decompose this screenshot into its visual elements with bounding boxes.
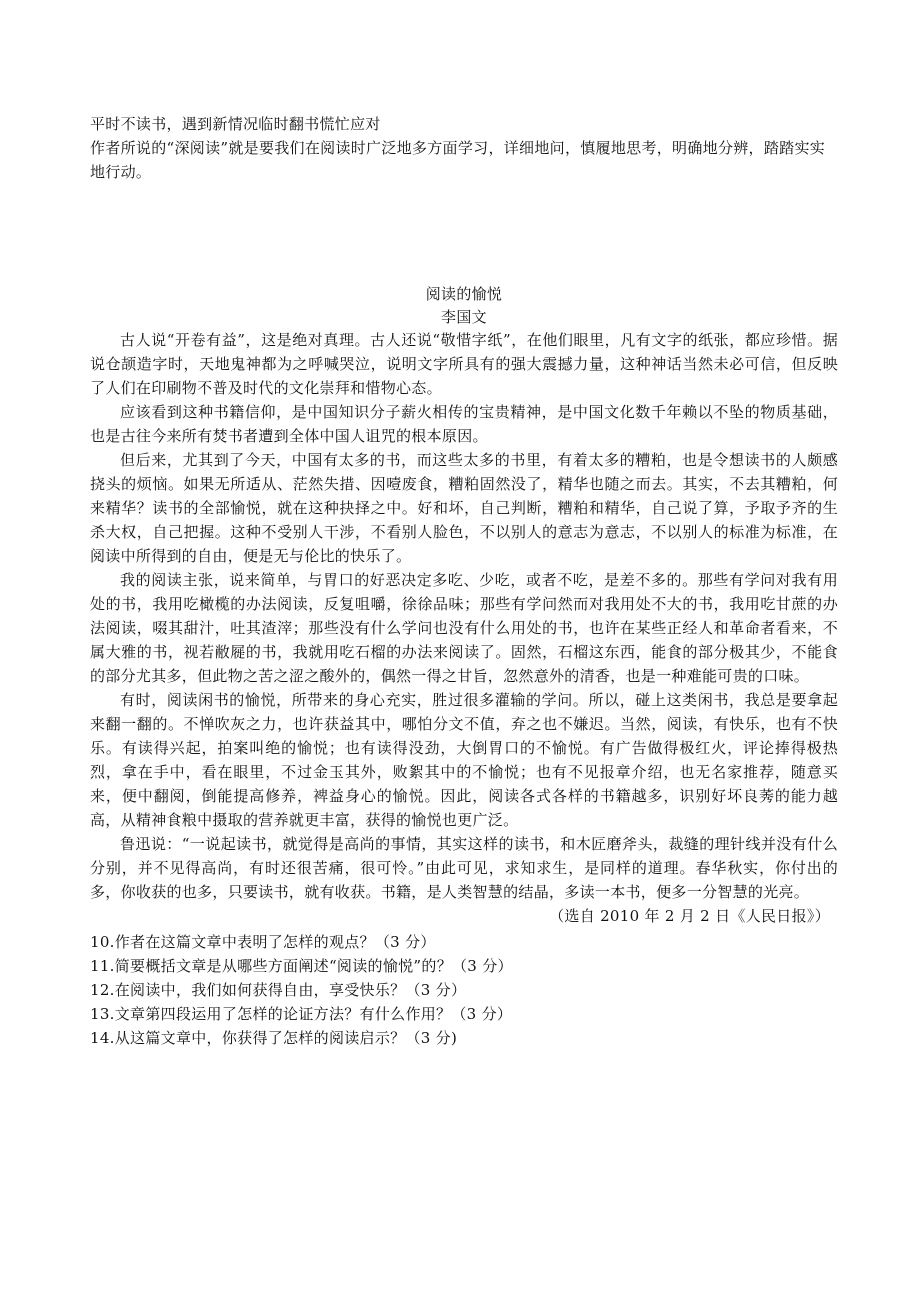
article-author: 李国文	[441, 308, 487, 326]
article-paragraph-3: 但后来，尤其到了今天，中国有太多的书，而这些太多的书里，有着太多的糟粕，也是令想读书的人颇感挠头的烦恼。如果无所适从、茫然失措、因噎废食，糟粕固然没了，精华也随之而去。其实，不去其糟粕，何来精华？读书的全部愉悦，就在这种抉择之中。好和坏，自己判断，糟粕和精华，自己说了算，予取予齐的生杀大权，自己把握。这种不受别人干涉，不看别人脸色，不以别人的意志为意志，不以别人的标准为标准，在阅读中所得到的自由，便是无与伦比的快乐了。	[90, 451, 838, 565]
question-11: 11.简要概括文章是从哪些方面阐述“阅读的愉悦”的？（3 分）	[90, 957, 513, 975]
previous-answer-section	[90, 112, 838, 184]
question-14: 14.从这篇文章中，你获得了怎样的阅读启示？（3 分)	[90, 1029, 458, 1047]
article-paragraph-6: 鲁迅说：“一说起读书，就觉得是高尚的事情，其实这样的读书，和木匠磨斧头，裁缝的理针线并没有什么分别，并不见得高尚，有时还很苦痛，很可怜。”由此可见，求知求生，是同样的道理。春华秋实，你付出的多，你收获的也多，只要读书，就有收获。书籍，是人类智慧的结晶，多读一本书，便多一分智慧的光亮。	[90, 835, 838, 901]
answer-line-1: 平时不读书，遇到新情况临时翻书慌忙应对	[90, 115, 381, 133]
article-paragraph-1: 古人说“开卷有益”，这是绝对真理。古人还说“敬惜字纸”，在他们眼里，凡有文字的纸张，都应珍惜。据说仓颉造字时，天地鬼神都为之呼喊哭泣，说明文字所具有的强大震撼力量，这种神话当然未必可信，但反映了人们在印刷物不普及时代的文化崇拜和惜物心态。	[90, 331, 838, 397]
question-12: 12.在阅读中，我们如何获得自由，享受快乐？（3 分）	[90, 981, 467, 999]
question-13: 13.文章第四段运用了怎样的论证方法？有什么作用？（3 分）	[90, 1005, 513, 1023]
article-title: 阅读的愉悦	[425, 285, 503, 303]
article-paragraph-4: 我的阅读主张，说来简单，与胃口的好恶决定多吃、少吃，或者不吃，是差不多的。那些有学问对我有用处的书，我用吃橄榄的办法阅读，反复咀嚼，徐徐品味；那些有学问然而对我用处不大的书，我用吃甘蔗的办法阅读，啜其甜汁，吐其渣滓；那些没有什么学问也没有什么用处的书，也许在某些正经人和革命者看来，不属大雅的书，视若敝屣的书，我就用吃石榴的办法来阅读了。固然，石榴这东西，能食的部分极其少，不能食的部分尤其多，但此物之苦之涩之酸外的，偶然一得之甘旨，忽然意外的清香，也是一种难能可贵的口味。	[90, 571, 838, 685]
article-source: （选自 2010 年 2 月 2 日《人民日报》）	[549, 907, 830, 925]
reading-article	[90, 282, 838, 1050]
article-paragraph-2: 应该看到这种书籍信仰，是中国知识分子薪火相传的宝贵精神，是中国文化数千年赖以不坠的物质基础，也是古往今来所有焚书者遭到全体中国人诅咒的根本原因。	[90, 403, 838, 445]
question-10: 10.作者在这篇文章中表明了怎样的观点？（3 分）	[90, 933, 436, 951]
answer-line-2: 作者所说的“深阅读”就是要我们在阅读时广泛地多方面学习，详细地问，慎履地思考，明确地分辨，踏踏实实地行动。	[90, 139, 826, 181]
question-list	[90, 930, 838, 1050]
article-paragraph-5: 有时，阅读闲书的愉悦，所带来的身心充实，胜过很多灌输的学问。所以，碰上这类闲书，我总是要拿起来翻一翻的。不惮吹灰之力，也许获益其中，哪怕分文不值，弃之也不嫌迟。当然，阅读，有快乐，也有不快乐。有读得兴起，拍案叫绝的愉悦；也有读得没劲，大倒胃口的不愉悦。有广告做得极红火，评论捧得极热烈，拿在手中，看在眼里，不过金玉其外，败絮其中的不愉悦；也有不见报章介绍，也无名家推荐，随意买来，便中翻阅，倒能提高修养，裨益身心的愉悦。因此，阅读各式各样的书籍越多，识别好坏良莠的能力越高，从精神食粮中摄取的营养就更丰富，获得的愉悦也更广泛。	[90, 691, 838, 829]
